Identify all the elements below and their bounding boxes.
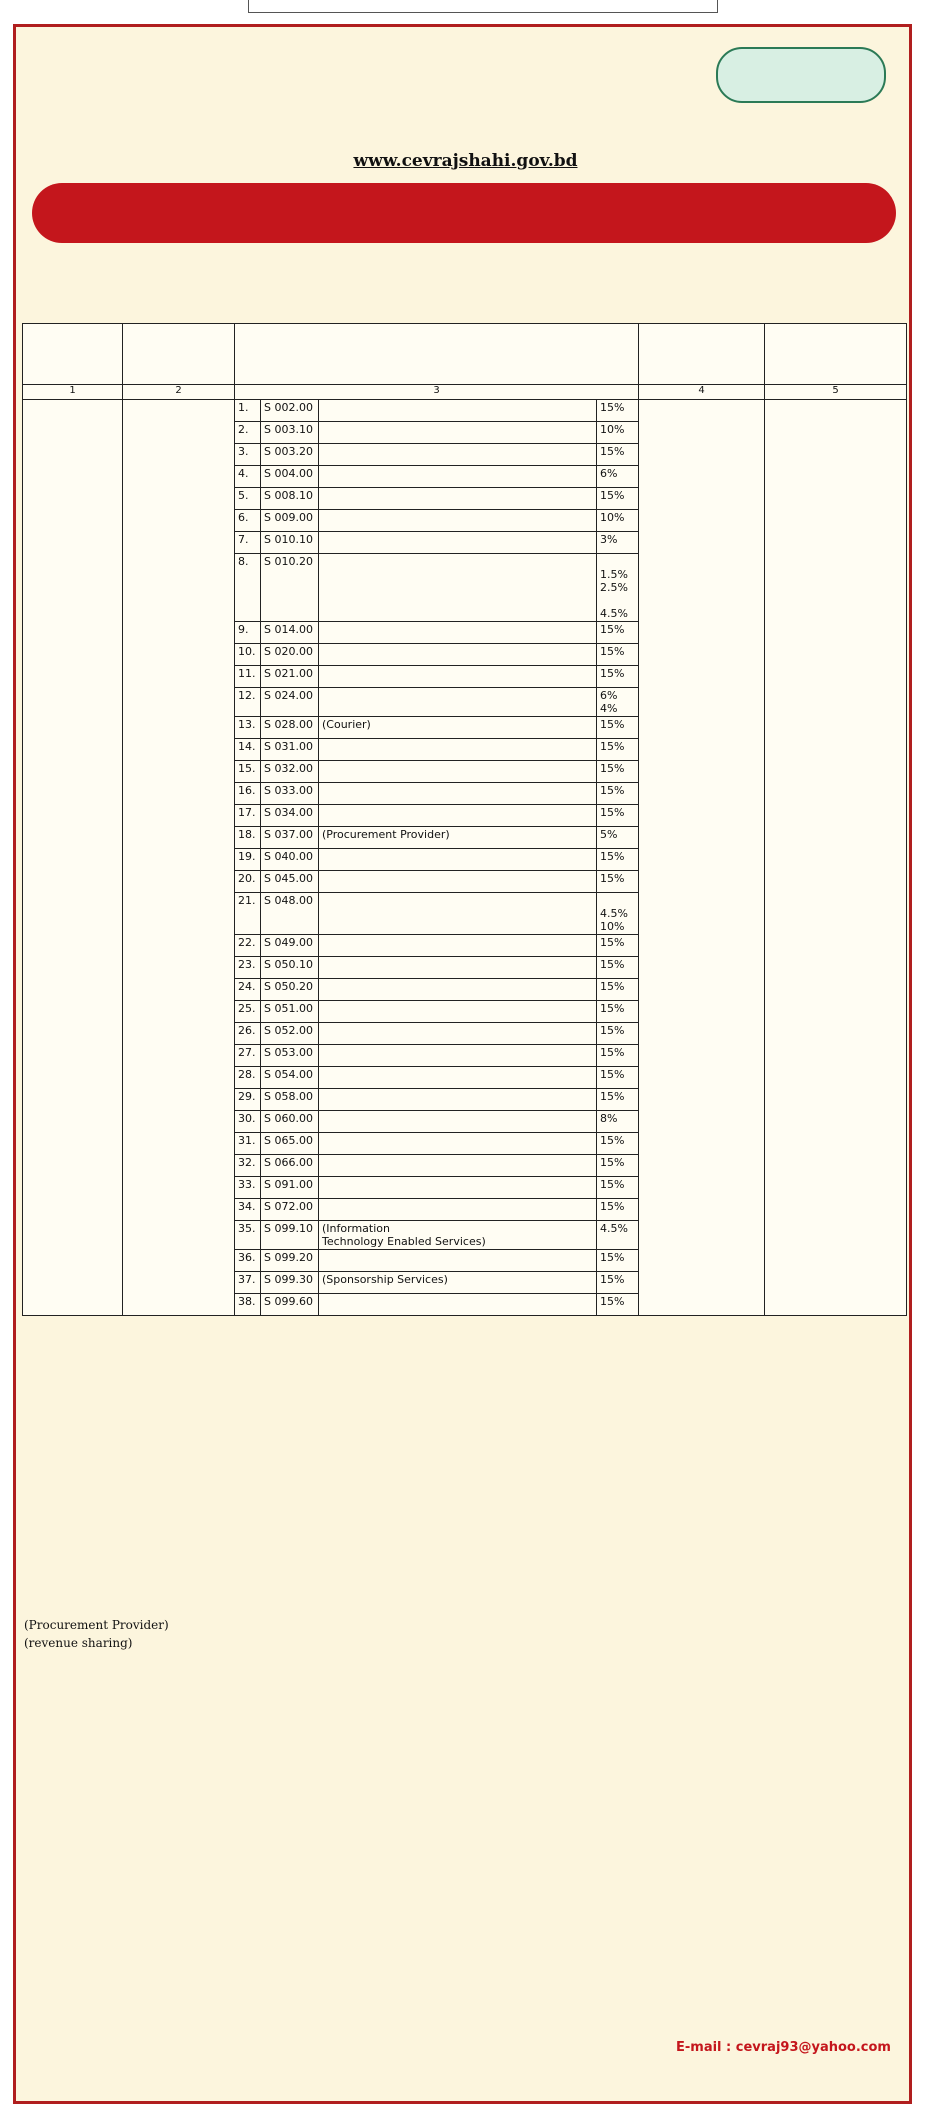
service-name <box>319 935 597 957</box>
service-code: S 045.00 <box>261 871 319 893</box>
header-legal-basis <box>23 324 123 385</box>
col-index-2: 2 <box>123 385 235 400</box>
service-number: 7. <box>235 532 261 554</box>
service-number: 30. <box>235 1111 261 1133</box>
service-name: (Information Technology Enabled Services) <box>319 1221 597 1250</box>
service-number: 36. <box>235 1250 261 1272</box>
service-code: S 051.00 <box>261 1001 319 1023</box>
col-index-1: 1 <box>23 385 123 400</box>
service-number: 20. <box>235 871 261 893</box>
service-code: S 034.00 <box>261 805 319 827</box>
service-number: 14. <box>235 739 261 761</box>
vat-rate: 15% <box>597 1023 639 1045</box>
vat-rate: 15% <box>597 1199 639 1221</box>
vat-rate: 15% <box>597 783 639 805</box>
vat-rate: 15% <box>597 717 639 739</box>
vat-rate: 15% <box>597 1045 639 1067</box>
service-code: S 052.00 <box>261 1023 319 1045</box>
vat-deduction-table <box>22 323 907 1316</box>
service-code: S 032.00 <box>261 761 319 783</box>
service-name <box>319 666 597 688</box>
service-name <box>319 1133 597 1155</box>
service-name <box>319 1089 597 1111</box>
service-name <box>319 1023 597 1045</box>
vat-rate: 4.5% 10% <box>597 893 639 935</box>
service-name <box>319 739 597 761</box>
service-code: S 099.60 <box>261 1294 319 1316</box>
service-name <box>319 444 597 466</box>
header-service-rate <box>235 324 639 385</box>
service-number: 26. <box>235 1023 261 1045</box>
service-code: S 002.00 <box>261 400 319 422</box>
service-number: 8. <box>235 554 261 622</box>
service-code: S 040.00 <box>261 849 319 871</box>
service-code: S 048.00 <box>261 893 319 935</box>
service-name <box>319 957 597 979</box>
vat-rate: 15% <box>597 849 639 871</box>
service-number: 35. <box>235 1221 261 1250</box>
service-number: 18. <box>235 827 261 849</box>
service-code: S 009.00 <box>261 510 319 532</box>
service-name <box>319 871 597 893</box>
deducting-authority-cell <box>123 400 235 1316</box>
service-number: 31. <box>235 1133 261 1155</box>
table-row <box>23 400 907 422</box>
service-code: S 008.10 <box>261 488 319 510</box>
service-name <box>319 644 597 666</box>
not-applicable-cell <box>639 400 765 1316</box>
service-name <box>319 1294 597 1316</box>
vat-rate: 15% <box>597 739 639 761</box>
service-number: 2. <box>235 422 261 444</box>
vat-rate: 15% <box>597 1155 639 1177</box>
service-number: 25. <box>235 1001 261 1023</box>
service-number: 33. <box>235 1177 261 1199</box>
service-code: S 050.20 <box>261 979 319 1001</box>
vat-rate: 15% <box>597 957 639 979</box>
service-number: 10. <box>235 644 261 666</box>
vat-rate: 15% <box>597 666 639 688</box>
service-name <box>319 1001 597 1023</box>
service-name <box>319 1111 597 1133</box>
vat-rate: 6% 4% <box>597 688 639 717</box>
service-name <box>319 1177 597 1199</box>
header-not-applicable <box>639 324 765 385</box>
service-name <box>319 783 597 805</box>
service-name <box>319 400 597 422</box>
service-code: S 053.00 <box>261 1045 319 1067</box>
service-code: S 072.00 <box>261 1199 319 1221</box>
service-code: S 021.00 <box>261 666 319 688</box>
service-name <box>319 1045 597 1067</box>
service-number: 24. <box>235 979 261 1001</box>
footnote-1: (Procurement Provider) <box>24 1618 169 1632</box>
service-code: S 020.00 <box>261 644 319 666</box>
service-code: S 014.00 <box>261 622 319 644</box>
service-code: S 054.00 <box>261 1067 319 1089</box>
newspaper-top-strip <box>0 0 933 22</box>
service-code: S 099.30 <box>261 1272 319 1294</box>
service-name <box>319 1250 597 1272</box>
service-name <box>319 488 597 510</box>
service-number: 27. <box>235 1045 261 1067</box>
col-index-5: 5 <box>765 385 907 400</box>
vat-rate: 15% <box>597 1250 639 1272</box>
contact-email[interactable]: E-mail : cevraj93@yahoo.com <box>676 2040 891 2055</box>
service-code: S 028.00 <box>261 717 319 739</box>
service-number: 4. <box>235 466 261 488</box>
website-link[interactable]: www.cevrajshahi.gov.bd <box>353 151 578 171</box>
vat-rate: 15% <box>597 488 639 510</box>
penalty-cell <box>765 400 907 1316</box>
service-name <box>319 761 597 783</box>
service-number: 3. <box>235 444 261 466</box>
footnote-5: (revenue sharing) <box>24 1636 133 1651</box>
service-code: S 060.00 <box>261 1111 319 1133</box>
service-name <box>319 554 597 622</box>
service-number: 1. <box>235 400 261 422</box>
service-number: 15. <box>235 761 261 783</box>
vat-rate: 15% <box>597 1177 639 1199</box>
service-name: (Procurement Provider) <box>319 827 597 849</box>
notice-title-banner <box>32 183 896 243</box>
intro-paragraph <box>26 250 902 320</box>
service-name <box>319 510 597 532</box>
service-code: S 010.20 <box>261 554 319 622</box>
col-index-4: 4 <box>639 385 765 400</box>
service-number: 29. <box>235 1089 261 1111</box>
service-code: S 024.00 <box>261 688 319 717</box>
service-code: S 066.00 <box>261 1155 319 1177</box>
service-name <box>319 688 597 717</box>
header-deducting-authority <box>123 324 235 385</box>
service-code: S 058.00 <box>261 1089 319 1111</box>
service-name: (Courier) <box>319 717 597 739</box>
service-number: 13. <box>235 717 261 739</box>
service-code: S 099.20 <box>261 1250 319 1272</box>
service-code: S 031.00 <box>261 739 319 761</box>
footnotes <box>24 1617 904 1967</box>
service-code: S 091.00 <box>261 1177 319 1199</box>
vat-rate: 8% <box>597 1111 639 1133</box>
service-name <box>319 805 597 827</box>
service-number: 37. <box>235 1272 261 1294</box>
service-number: 12. <box>235 688 261 717</box>
service-number: 34. <box>235 1199 261 1221</box>
service-number: 28. <box>235 1067 261 1089</box>
vat-rate: 1.5% 2.5% 4.5% <box>597 554 639 622</box>
service-code: S 050.10 <box>261 957 319 979</box>
service-number: 5. <box>235 488 261 510</box>
service-code: S 003.10 <box>261 422 319 444</box>
vat-rate: 15% <box>597 979 639 1001</box>
vat-rate: 15% <box>597 871 639 893</box>
service-name <box>319 622 597 644</box>
service-number: 23. <box>235 957 261 979</box>
vat-rate: 15% <box>597 805 639 827</box>
service-name <box>319 849 597 871</box>
vat-rate: 15% <box>597 1294 639 1316</box>
service-name <box>319 466 597 488</box>
vat-rate: 15% <box>597 622 639 644</box>
service-name <box>319 893 597 935</box>
service-number: 38. <box>235 1294 261 1316</box>
service-code: S 049.00 <box>261 935 319 957</box>
vat-rate: 15% <box>597 1001 639 1023</box>
service-name <box>319 1199 597 1221</box>
slogan-bubble <box>716 47 886 103</box>
vat-rate: 5% <box>597 827 639 849</box>
vat-rate: 6% <box>597 466 639 488</box>
service-name: (Sponsorship Services) <box>319 1272 597 1294</box>
service-name <box>319 1155 597 1177</box>
service-code: S 004.00 <box>261 466 319 488</box>
service-number: 32. <box>235 1155 261 1177</box>
vat-rate: 15% <box>597 935 639 957</box>
col-index-3: 3 <box>235 385 639 400</box>
service-code: S 037.00 <box>261 827 319 849</box>
service-name <box>319 532 597 554</box>
service-number: 9. <box>235 622 261 644</box>
vat-rate: 10% <box>597 422 639 444</box>
service-number: 22. <box>235 935 261 957</box>
service-code: S 033.00 <box>261 783 319 805</box>
vat-rate: 15% <box>597 761 639 783</box>
vat-rate: 15% <box>597 1133 639 1155</box>
service-name <box>319 979 597 1001</box>
service-number: 19. <box>235 849 261 871</box>
vat-rate: 15% <box>597 1089 639 1111</box>
vat-rate: 15% <box>597 1272 639 1294</box>
vat-rate: 15% <box>597 444 639 466</box>
service-number: 16. <box>235 783 261 805</box>
service-number: 21. <box>235 893 261 935</box>
service-code: S 099.10 <box>261 1221 319 1250</box>
service-code: S 010.10 <box>261 532 319 554</box>
service-code: S 003.20 <box>261 444 319 466</box>
service-name <box>319 422 597 444</box>
vat-rate: 15% <box>597 644 639 666</box>
vat-rate: 4.5% <box>597 1221 639 1250</box>
header-penalty <box>765 324 907 385</box>
blank-box <box>248 0 718 13</box>
service-code: S 065.00 <box>261 1133 319 1155</box>
service-name <box>319 1067 597 1089</box>
service-number: 6. <box>235 510 261 532</box>
service-number: 17. <box>235 805 261 827</box>
vat-rate: 15% <box>597 400 639 422</box>
vat-rate: 3% <box>597 532 639 554</box>
vat-rate: 10% <box>597 510 639 532</box>
advertisement-frame <box>13 24 912 2104</box>
vat-rate: 15% <box>597 1067 639 1089</box>
legal-basis-cell <box>23 400 123 1316</box>
service-number: 11. <box>235 666 261 688</box>
